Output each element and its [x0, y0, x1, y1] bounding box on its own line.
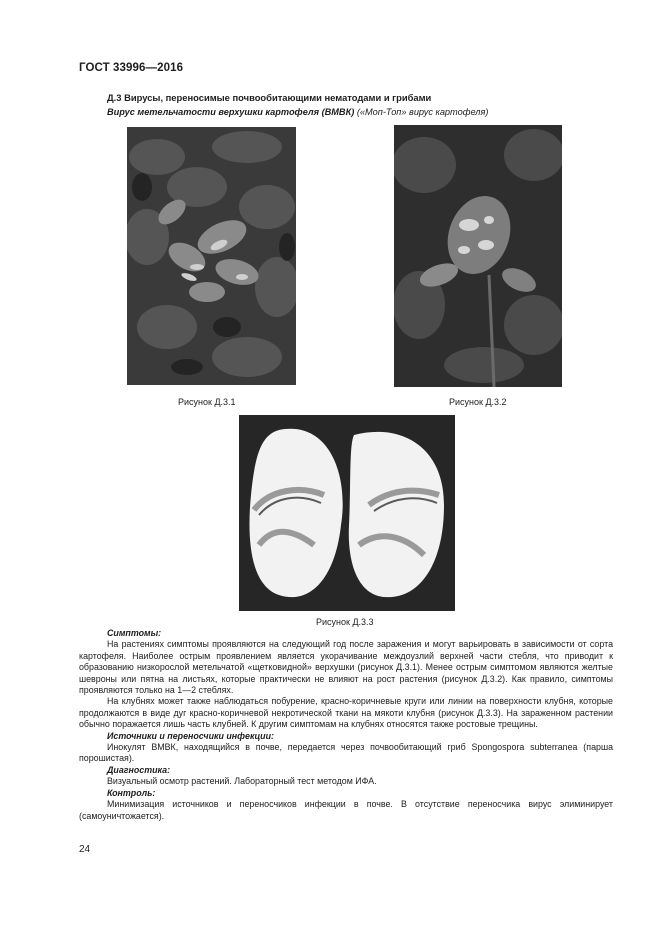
sources-heading: Источники и переносчики инфекции:: [107, 730, 274, 741]
sources-paragraph: Инокулят ВМВК, находящийся в почве, передается через почвообитающий гриб Spongospora subterranea (парша порошистая).: [79, 742, 613, 764]
figure-3-caption: Рисунок Д.3.3: [316, 617, 374, 627]
figure-3-photo: [239, 415, 455, 611]
page-number: 24: [79, 844, 91, 855]
section-heading: Д.3 Вирусы, переносимые почвообитающими нематодами и грибами: [107, 92, 432, 103]
symptoms-heading: Симптомы:: [107, 628, 162, 638]
symptoms-paragraph-2: На клубнях может также наблюдаться побурение, красно-коричневые круги или линии на поверхности клубня, которые продолжаются в виде дуг красно-коричневой некротической ткани на мякоти клубня (рисунок Д.3.3). На зараженном растении обычно поражается лишь часть клубней. К другим симптомам на клубнях относятся также ростовые трещины.: [79, 696, 613, 730]
standard-number: ГОСТ 33996—2016: [79, 62, 184, 74]
control-heading: Контроль:: [107, 787, 156, 798]
diagnostics-paragraph: Визуальный осмотр растений. Лабораторный тест методом ИФА.: [107, 776, 377, 787]
figure-1-caption: Рисунок Д.3.1: [178, 397, 236, 407]
figure-1-photo: [127, 127, 296, 385]
symptoms-paragraph-1: На растениях симптомы проявляются на следующий год после заражения и могут варьировать в зависимости от сорта картофеля. Наиболее острым проявлением является укорачивание междоузлий верхней части стебля, что приводит к образованию низкорослой метельчатой «щетковидной» верхушки (рисунок Д.3.1). Менее острым симптомом являются желтые шевроны или пятна на листьях, которые практически не влияют на рост растения (рисунок Д.3.2). Как правило, симптомы проявляются только на 1—2 стеблях.: [79, 639, 613, 696]
virus-alias: («Моп-Топ» вирус картофеля): [356, 107, 489, 117]
control-paragraph: Минимизация источников и переносчиков инфекции в почве. В отсутствие переносчика вирус элиминирует (самоуничтожается).: [79, 799, 613, 821]
figure-2-caption: Рисунок Д.3.2: [449, 397, 507, 407]
virus-name: Вирус метельчатости верхушки картофеля (ВМВК): [107, 107, 355, 117]
figure-2-photo: [394, 125, 562, 387]
diagnostics-heading: Диагностика:: [107, 764, 171, 775]
body-text: [79, 628, 613, 822]
virus-subheading: [107, 107, 488, 117]
